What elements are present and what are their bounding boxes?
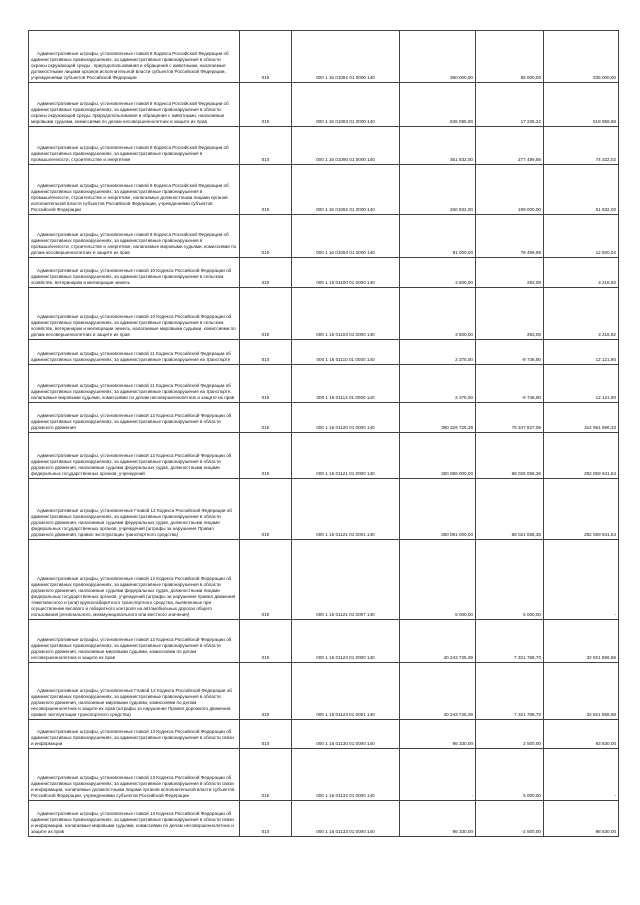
row-unexecuted-amount: 74 332,02 <box>544 127 619 165</box>
row-budget-code: 000 1 16 01110 01 0000 140 <box>292 340 400 365</box>
row-executed-amount: 277 499,98 <box>476 127 544 165</box>
table-row <box>29 663 619 720</box>
table-row <box>29 215 619 258</box>
row-approved-amount: 350 081 000,00 <box>400 479 476 540</box>
row-executed-amount: -9 746,90 <box>476 365 544 403</box>
row-line-code: 010 <box>240 801 292 837</box>
row-description: Административные штрафы, установленные главой 12 Кодекса Российской Федерации об административных правонарушениях, за административные правонарушения в области дорожного движения, налагаемые мировыми судьями, комиссиями по делам несовершеннолетних и защите их прав <box>29 620 240 663</box>
table-row <box>29 620 619 663</box>
row-budget-code: 000 1 16 01113 01 0000 140 <box>292 365 400 403</box>
row-line-code: 010 <box>240 479 292 540</box>
row-unexecuted-amount: 282 059 941,64 <box>544 433 619 479</box>
table-row <box>29 433 619 479</box>
row-unexecuted-amount: 282 059 941,64 <box>544 479 619 540</box>
row-line-code: 010 <box>240 215 292 258</box>
row-unexecuted-amount: 3 216,92 <box>544 258 619 288</box>
row-budget-code: 000 1 16 01133 01 0000 140 <box>292 801 400 837</box>
row-executed-amount: 68 021 058,36 <box>476 479 544 540</box>
row-unexecuted-amount: 61 832,00 <box>544 165 619 215</box>
row-description: Административные штрафы, установленные главой 9 Кодекса Российской Федерации об административных правонарушениях, за административные правонарушения в промышленности, строительстве и энергетике, налагаемые мировыми судьями, комиссиями по делам несовершеннолетних и защите их прав <box>29 215 240 258</box>
row-unexecuted-amount: - <box>544 540 619 620</box>
row-description: Административные штрафы, установленные главой 13 Кодекса Российской Федерации об административных правонарушениях, за административные правонарушения в области связи и информации, налагаемые мировыми судьями, комиссиями по делам несовершеннолетних и защите их прав <box>29 801 240 837</box>
row-approved-amount: 350 086 000,00 <box>400 433 476 479</box>
row-approved-amount: 91 000,00 <box>400 215 476 258</box>
row-description: Административные штрафы, установленные главой 8 Кодекса Российской Федерации об административных правонарушениях, за административные правонарушения в области охраны окружающей среды, природопользования и обращения с животными, налагаемые мировыми судьями, комиссиями по делам несовершеннолетних и защите их прав <box>29 83 240 127</box>
row-budget-code: 000 1 16 01121 01 0007 140 <box>292 540 400 620</box>
table-row <box>29 801 619 837</box>
row-unexecuted-amount: 12 121,90 <box>544 340 619 365</box>
row-unexecuted-amount: 32 921 956,69 <box>544 620 619 663</box>
row-approved-amount: 3 500,00 <box>400 258 476 288</box>
row-description: Административные штрафы, установленные главой 12 Кодекса Российской Федерации об административных правонарушениях, за административные правонарушения в области дорожного движения <box>29 403 240 433</box>
row-unexecuted-amount: 12 500,02 <box>544 215 619 258</box>
row-description: Административные штрафы, установленные главой 9 Кодекса Российской Федерации об административных правонарушениях, за административные правонарушения в промышленности, строительстве и энергетике <box>29 127 240 165</box>
row-approved-amount: 390 329 725,39 <box>400 403 476 433</box>
row-description: Административные штрафы, установленные главой 11 Кодекса Российской Федерации об административных правонарушениях, за административные правонарушения на транспорте <box>29 340 240 365</box>
row-executed-amount: 75 347 827,06 <box>476 403 544 433</box>
table-row <box>29 365 619 403</box>
row-line-code: 010 <box>240 258 292 288</box>
row-approved-amount: 40 243 725,39 <box>400 620 476 663</box>
row-executed-amount: 7 321 768,70 <box>476 663 544 720</box>
row-line-code: 010 <box>240 365 292 403</box>
row-approved-amount: 260 832,00 <box>400 165 476 215</box>
table-row <box>29 288 619 340</box>
row-line-code: 010 <box>240 403 292 433</box>
row-line-code: 010 <box>240 433 292 479</box>
row-line-code: 010 <box>240 663 292 720</box>
row-line-code: 010 <box>240 540 292 620</box>
row-budget-code: 000 1 16 01083 01 0000 140 <box>292 83 400 127</box>
row-approved-amount: 536 095,00 <box>400 83 476 127</box>
row-budget-code: 000 1 16 01132 01 0000 140 <box>292 749 400 801</box>
row-budget-code: 000 1 16 01123 01 0001 140 <box>292 663 400 720</box>
row-line-code: 010 <box>240 288 292 340</box>
row-approved-amount: 5 000,00 <box>400 540 476 620</box>
row-description: Административные штрафы, установленные главой 8 Кодекса Российской Федерации об административных правонарушениях, за административные правонарушения в области охраны окружающей среды , природопользования и обращения с животными, налагаемые должностными лицами органов исполнительной власти субъектов Российской Федерации, учреждениями субъектов Российской Федерации <box>29 31 240 83</box>
table-row <box>29 258 619 288</box>
row-unexecuted-amount: 98 830,00 <box>544 801 619 837</box>
row-executed-amount: -9 746,90 <box>476 340 544 365</box>
row-unexecuted-amount: - <box>544 749 619 801</box>
row-line-code: 010 <box>240 749 292 801</box>
row-budget-code: 000 1 16 01121 01 0000 140 <box>292 433 400 479</box>
row-line-code: 010 <box>240 31 292 83</box>
row-approved-amount: 2 375,00 <box>400 340 476 365</box>
row-budget-code: 000 1 16 01120 01 0000 140 <box>292 403 400 433</box>
row-unexecuted-amount: 518 859,68 <box>544 83 619 127</box>
row-executed-amount: 283,08 <box>476 258 544 288</box>
row-budget-code: 000 1 16 01100 01 0000 140 <box>292 258 400 288</box>
row-approved-amount: - <box>400 749 476 801</box>
row-unexecuted-amount: 12 121,90 <box>544 365 619 403</box>
table-row <box>29 749 619 801</box>
row-executed-amount: 5 000,00 <box>476 540 544 620</box>
row-executed-amount: 199 000,00 <box>476 165 544 215</box>
row-approved-amount: 351 832,00 <box>400 127 476 165</box>
row-line-code: 010 <box>240 620 292 663</box>
row-budget-code: 000 1 16 01092 01 0000 140 <box>292 165 400 215</box>
table-row <box>29 340 619 365</box>
row-unexecuted-amount: 93 830,00 <box>544 720 619 749</box>
row-executed-amount: 78 499,98 <box>476 215 544 258</box>
row-line-code: 010 <box>240 340 292 365</box>
row-executed-amount: 17 235,32 <box>476 83 544 127</box>
table-row <box>29 31 619 83</box>
row-approved-amount: 40 243 725,39 <box>400 663 476 720</box>
row-description: Административные штрафы, установленные главой 12 Кодекса Российской Федерации об административных правонарушениях, за административные правонарушения в области дорожного движения, налагаемые судьями федеральных судов, должностными лицами федеральных государственных органов, учреждений <box>29 433 240 479</box>
row-description: Административные штрафы, установленные главой 11 Кодекса Российской Федерации об административных правонарушениях, за административные правонарушения на транспорте, налагаемые мировыми судьями, комиссиями по делам несовершеннолетних и защите их прав <box>29 365 240 403</box>
row-executed-amount: 55 000,00 <box>476 31 544 83</box>
row-executed-amount: 7 321 768,70 <box>476 620 544 663</box>
row-description: Административные штрафы, установленные главой 13 Кодекса Российской Федерации об административных правонарушениях, за административные правонарушения в области связи и информации, налагаемые должностными лицами органов исполнительной власти субъектов Российской Федерации, учреждениями субъектов Российской Федерации <box>29 749 240 801</box>
row-description: Административные штрафы, установленные главой 10 Кодекса Российской Федерации об административных правонарушениях, за административные правонарушения в сельском хозяйстве, ветеринарии и мелиорации земель <box>29 258 240 288</box>
row-executed-amount: 5 000,00 <box>476 749 544 801</box>
row-description: Административные штрафы, установленные главой 13 Кодекса Российской Федерации об административных правонарушениях, за административные правонарушения в области связи и информации <box>29 720 240 749</box>
row-line-code: 010 <box>240 165 292 215</box>
table-row <box>29 127 619 165</box>
row-executed-amount: -2 500,00 <box>476 801 544 837</box>
table-row <box>29 540 619 620</box>
row-unexecuted-amount: 314 981 898,33 <box>544 403 619 433</box>
row-line-code: 010 <box>240 83 292 127</box>
revenue-table <box>28 30 619 837</box>
row-description: Административные штрафы, установленные Главой 12 Кодекса Российской Федерации об административных правонарушениях, за административные правонарушения в области дорожного движения, налагаемые мировыми судьями, комиссиями по делам несовершеннолетних и защите их прав (штрафы за нарушение Правил дорожного движения, правил эксплуатации транспортного средства) <box>29 663 240 720</box>
row-budget-code: 000 1 16 01090 01 0000 140 <box>292 127 400 165</box>
table-body <box>29 31 619 837</box>
row-budget-code: 000 1 16 01103 01 0000 140 <box>292 288 400 340</box>
row-description: Административные штрафы, установленные главой 10 Кодекса Российской Федерации об административных правонарушениях, за административные правонарушения в сельском хозяйстве, ветеринарии и мелиорации земель, налагаемые мировыми судьями, комиссиями по делам несовершеннолетних и защите их прав <box>29 288 240 340</box>
row-description: Административные штрафы, установленные главой 9 Кодекса Российской Федерации об административных правонарушениях, за административные правонарушения в промышленности, строительстве и энергетике, налагаемые должностными лицами органов исполнительной власти субъектов Российской Федерации, учреждениями субъектов Российской Федерации <box>29 165 240 215</box>
row-executed-amount: 283,08 <box>476 288 544 340</box>
row-line-code: 010 <box>240 720 292 749</box>
row-description: Административные штрафы, установленные Главой 12 Кодекса Российской Федерации об административных правонарушениях, за административные правонарушения в области дорожного движения, налагаемые судьями федеральных судов, должностными лицами федеральных государственных органов, учреждений (штрафы за нарушение Правил дорожного движения, правил эксплуатации транспортного средства) <box>29 479 240 540</box>
row-unexecuted-amount: 32 921 956,69 <box>544 663 619 720</box>
row-unexecuted-amount: 3 216,92 <box>544 288 619 340</box>
row-budget-code: 000 1 16 01130 01 0000 140 <box>292 720 400 749</box>
row-budget-code: 000 1 16 01121 01 0001 140 <box>292 479 400 540</box>
row-line-code: 010 <box>240 127 292 165</box>
row-approved-amount: 2 375,00 <box>400 365 476 403</box>
row-unexecuted-amount: 335 000,00 <box>544 31 619 83</box>
row-budget-code: 000 1 16 01093 01 0000 140 <box>292 215 400 258</box>
row-budget-code: 000 1 16 01123 01 0000 140 <box>292 620 400 663</box>
table-row <box>29 83 619 127</box>
row-approved-amount: 96 330,00 <box>400 801 476 837</box>
table-row <box>29 479 619 540</box>
row-executed-amount: 2 500,00 <box>476 720 544 749</box>
table-row <box>29 403 619 433</box>
table-row <box>29 165 619 215</box>
row-budget-code: 000 1 16 01082 01 0000 140 <box>292 31 400 83</box>
row-description: Административные штрафы, установленные главой 12 Кодекса Российской Федерации об административных правонарушениях, за административные правонарушения в области дорожного движения, налагаемые судьями федеральных судов, должностными лицами федеральных государственных органов, учреждений (штрафы за нарушение правил движения тяжеловесного и (или) крупногабаритного транспортного средства, выявленные при осуществлении весового и габаритного контроля на автомобильных дорогах общего пользования регионального, межмуниципального или местного значения) <box>29 540 240 620</box>
table-row <box>29 720 619 749</box>
row-executed-amount: 68 026 058,36 <box>476 433 544 479</box>
report-page <box>28 30 618 837</box>
row-approved-amount: 3 500,00 <box>400 288 476 340</box>
row-approved-amount: 96 330,00 <box>400 720 476 749</box>
row-approved-amount: 390 000,00 <box>400 31 476 83</box>
